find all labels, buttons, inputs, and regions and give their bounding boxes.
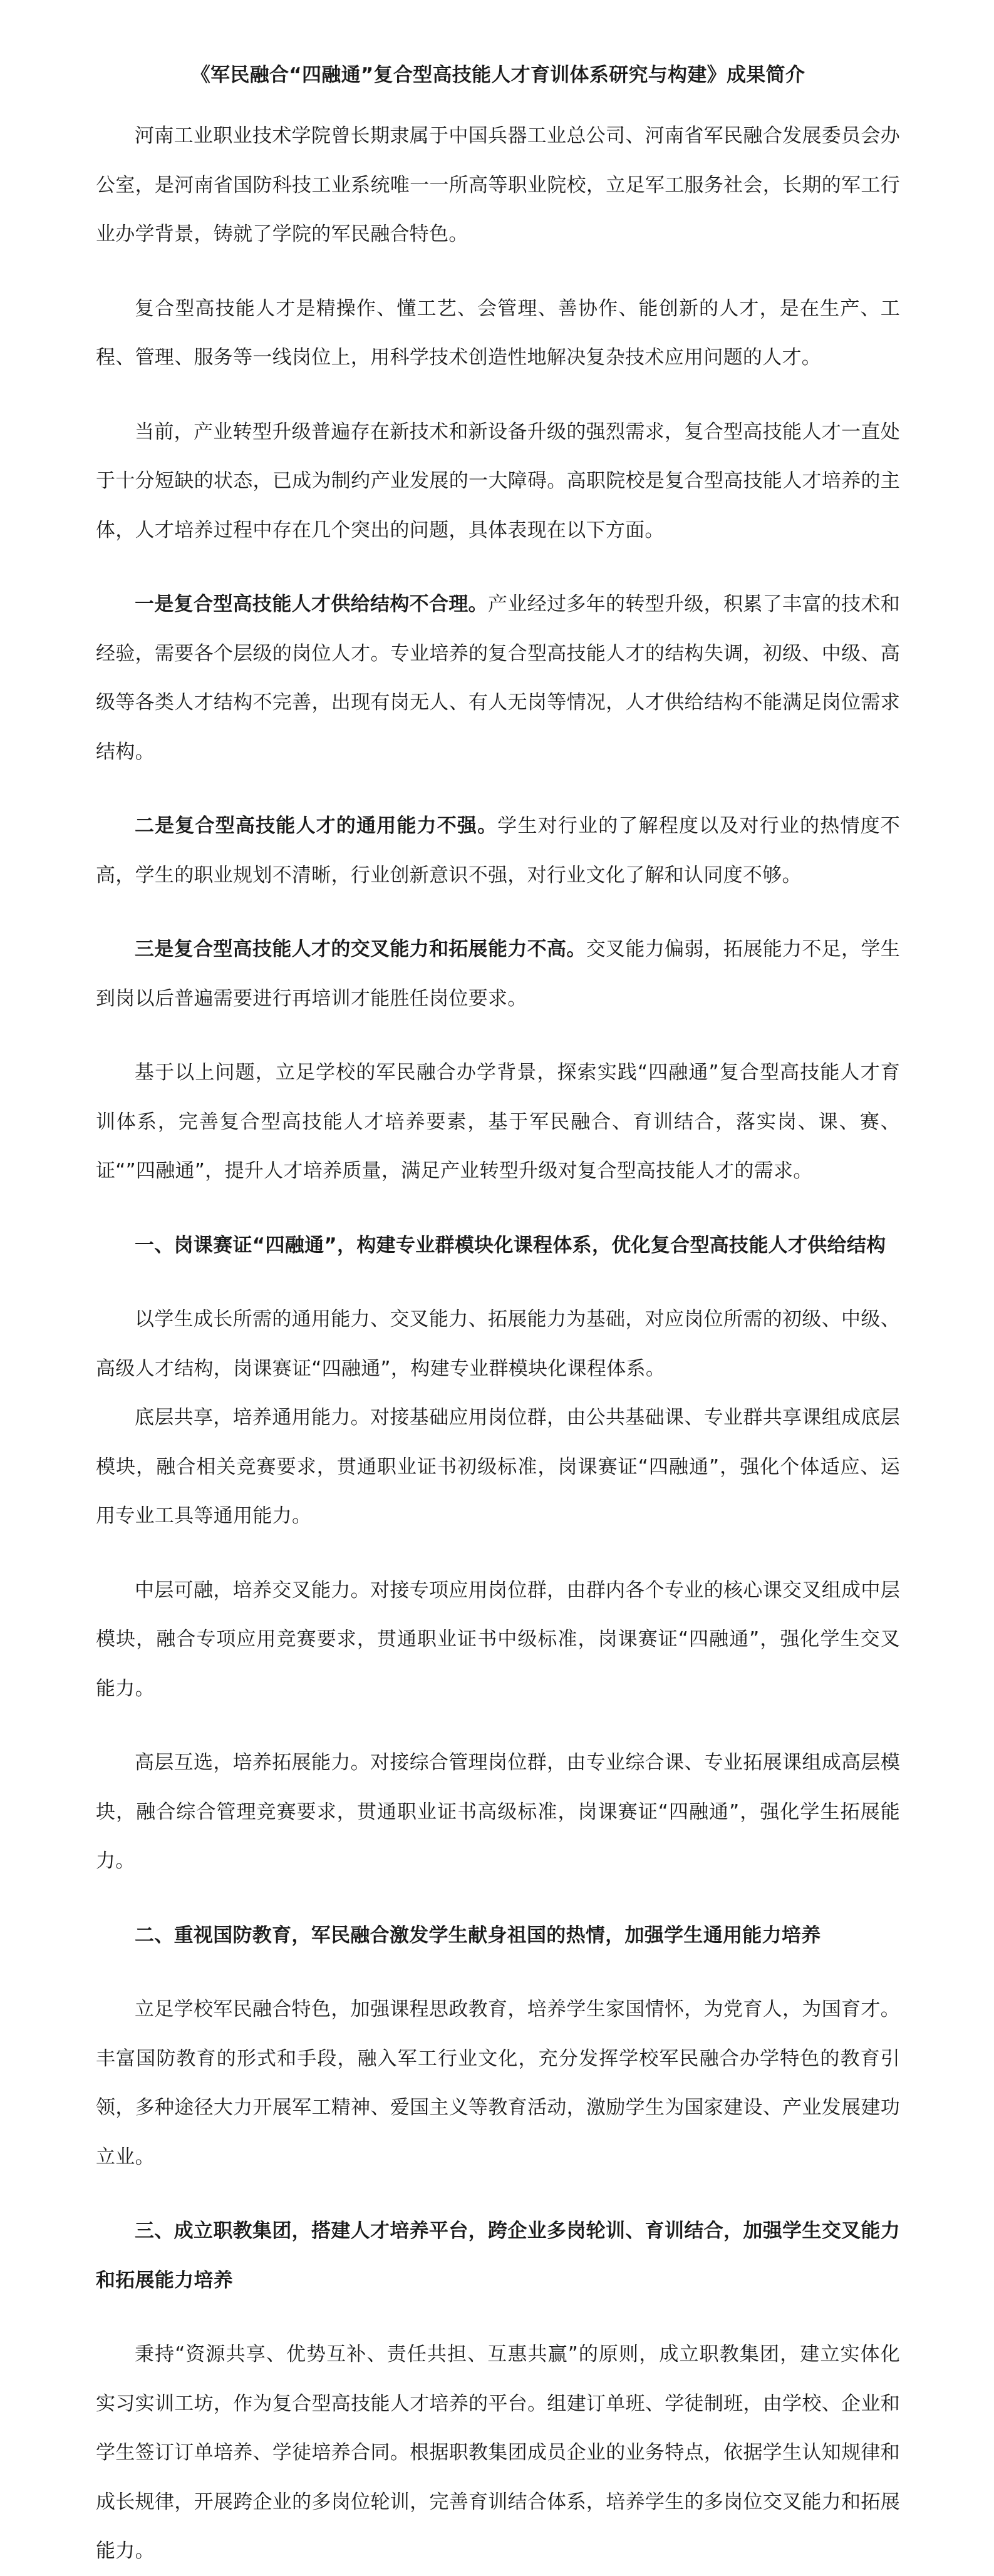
body-paragraph xyxy=(96,580,900,776)
body-paragraph xyxy=(96,1738,900,1886)
paragraph-text: 秉持“资源共享、优势互补、责任共担、互惠共赢”的原则，成立职教集团，建立实体化实习实训工坊，作为复合型高技能人才培养的平台。组建订单班、学徒制班，由学校、企业和学生签订订单培养、学徒培养合同。根据职教集团成员企业的业务特点，依据学生认知规律和成长规律，开展跨企业的多岗位轮训，完善育训结合体系，培养学生的多岗位交叉能力和拓展能力。 xyxy=(96,2343,900,2562)
paragraph-text: 中层可融，培养交叉能力。对接专项应用岗位群，由群内各个专业的核心课交叉组成中层模块，融合专项应用竞赛要求，贯通职业证书中级标准，岗课赛证“四融通”，强化学生交叉能力。 xyxy=(96,1579,900,1700)
body-paragraph xyxy=(96,801,900,900)
paragraph-text: 底层共享，培养通用能力。对接基础应用岗位群，由公共基础课、专业群共享课组成底层模块，融合相关竞赛要求，贯通职业证书初级标准，岗课赛证“四融通”，强化个体适应、运用专业工具等通用能力。 xyxy=(96,1406,900,1527)
paragraph-lead: 一是复合型高技能人才供给结构不合理。 xyxy=(135,593,489,616)
paragraph-text: 高层互选，培养拓展能力。对接综合管理岗位群，由专业综合课、专业拓展课组成高层模块，融合综合管理竞赛要求，贯通职业证书高级标准，岗课赛证“四融通”，强化学生拓展能力。 xyxy=(96,1751,900,1872)
document-title: 《军民融合“四融通”复合型高技能人才育训体系研究与构建》成果简介 xyxy=(190,64,805,86)
paragraph-text: 基于以上问题，立足学校的军民融合办学背景，探索实践“四融通”复合型高技能人才育训体系，完善复合型高技能人才培养要素，基于军民融合、育训结合，落实岗、课、赛、证“”四融通”，提升人才培养质量，满足产业转型升级对复合型高技能人才的需求。 xyxy=(96,1061,900,1182)
paragraph-text: 立足学校军民融合特色，加强课程思政教育，培养学生家国情怀，为党育人，为国育才。丰富国防教育的形式和手段，融入军工行业文化，充分发挥学校军民融合办学特色的教育引领，多种途径大力开展军工精神、爱国主义等教育活动，激励学生为国家建设、产业发展建功立业。 xyxy=(96,1998,900,2168)
paragraph-text: 学生对行业的了解程度以及对行业的热情度不高，学生的职业规划不清晰，行业创新意识不强，对行业文化了解和认同度不够。 xyxy=(96,815,901,887)
body-paragraph xyxy=(96,1566,900,1714)
body-paragraph xyxy=(96,1393,900,1541)
paragraph-lead: 三是复合型高技能人才的交叉能力和拓展能力不高。 xyxy=(135,938,586,961)
paragraph-text: 产业经过多年的转型升级，积累了丰富的技术和经验，需要各个层级的岗位人才。专业培养的复合型高技能人才的结构失调，初级、中级、高级等各类人才结构不完善，出现有岗无人、有人无岗等情况，人才供给结构不能满足岗位需求结构。 xyxy=(96,593,900,763)
paragraph-text: 当前，产业转型升级普遍存在新技术和新设备升级的强烈需求，复合型高技能人才一直处于十分短缺的状态，已成为制约产业发展的一大障碍。高职院校是复合型高技能人才培养的主体，人才培养过程中存在几个突出的问题，具体表现在以下方面。 xyxy=(96,420,900,542)
section-heading: 一、岗课赛证“四融通”，构建专业群模块化课程体系，优化复合型高技能人才供给结构 xyxy=(135,1234,886,1257)
body-paragraph xyxy=(96,925,900,1023)
body-paragraph xyxy=(96,408,900,555)
body-paragraph xyxy=(96,284,900,383)
paragraph-text: 以学生成长所需的通用能力、交叉能力、拓展能力为基础，对应岗位所需的初级、中级、高级人才结构，岗课赛证“四融通”，构建专业群模块化课程体系。 xyxy=(96,1308,900,1380)
paragraph-text: 交叉能力偏弱，拓展能力不足，学生到岗以后普遍需要进行再培训才能胜任岗位要求。 xyxy=(96,938,900,1010)
body-paragraph xyxy=(96,1985,900,2182)
section-heading: 二、重视国防教育，军民融合激发学生献身祖国的热情，加强学生通用能力培养 xyxy=(135,1924,821,1947)
body-paragraph xyxy=(96,1295,900,1393)
document-body xyxy=(96,111,900,2576)
section-heading: 三、成立职教集团，搭建人才培养平台，跨企业多岗轮训、育训结合，加强学生交叉能力和拓展能力培养 xyxy=(96,2220,900,2292)
body-paragraph xyxy=(96,2330,900,2576)
body-paragraph xyxy=(96,1048,900,1196)
paragraph-lead: 二是复合型高技能人才的通用能力不强。 xyxy=(135,815,498,837)
paragraph-text: 复合型高技能人才是精操作、懂工艺、会管理、善协作、能创新的人才，是在生产、工程、管理、服务等一线岗位上，用科学技术创造性地解决复杂技术应用问题的人才。 xyxy=(96,297,900,369)
body-paragraph xyxy=(96,111,900,259)
paragraph-text: 河南工业职业技术学院曾长期隶属于中国兵器工业总公司、河南省军民融合发展委员会办公室，是河南省国防科技工业系统唯一一所高等职业院校，立足军工服务社会，长期的军工行业办学背景，铸就了学院的军民融合特色。 xyxy=(96,125,900,245)
